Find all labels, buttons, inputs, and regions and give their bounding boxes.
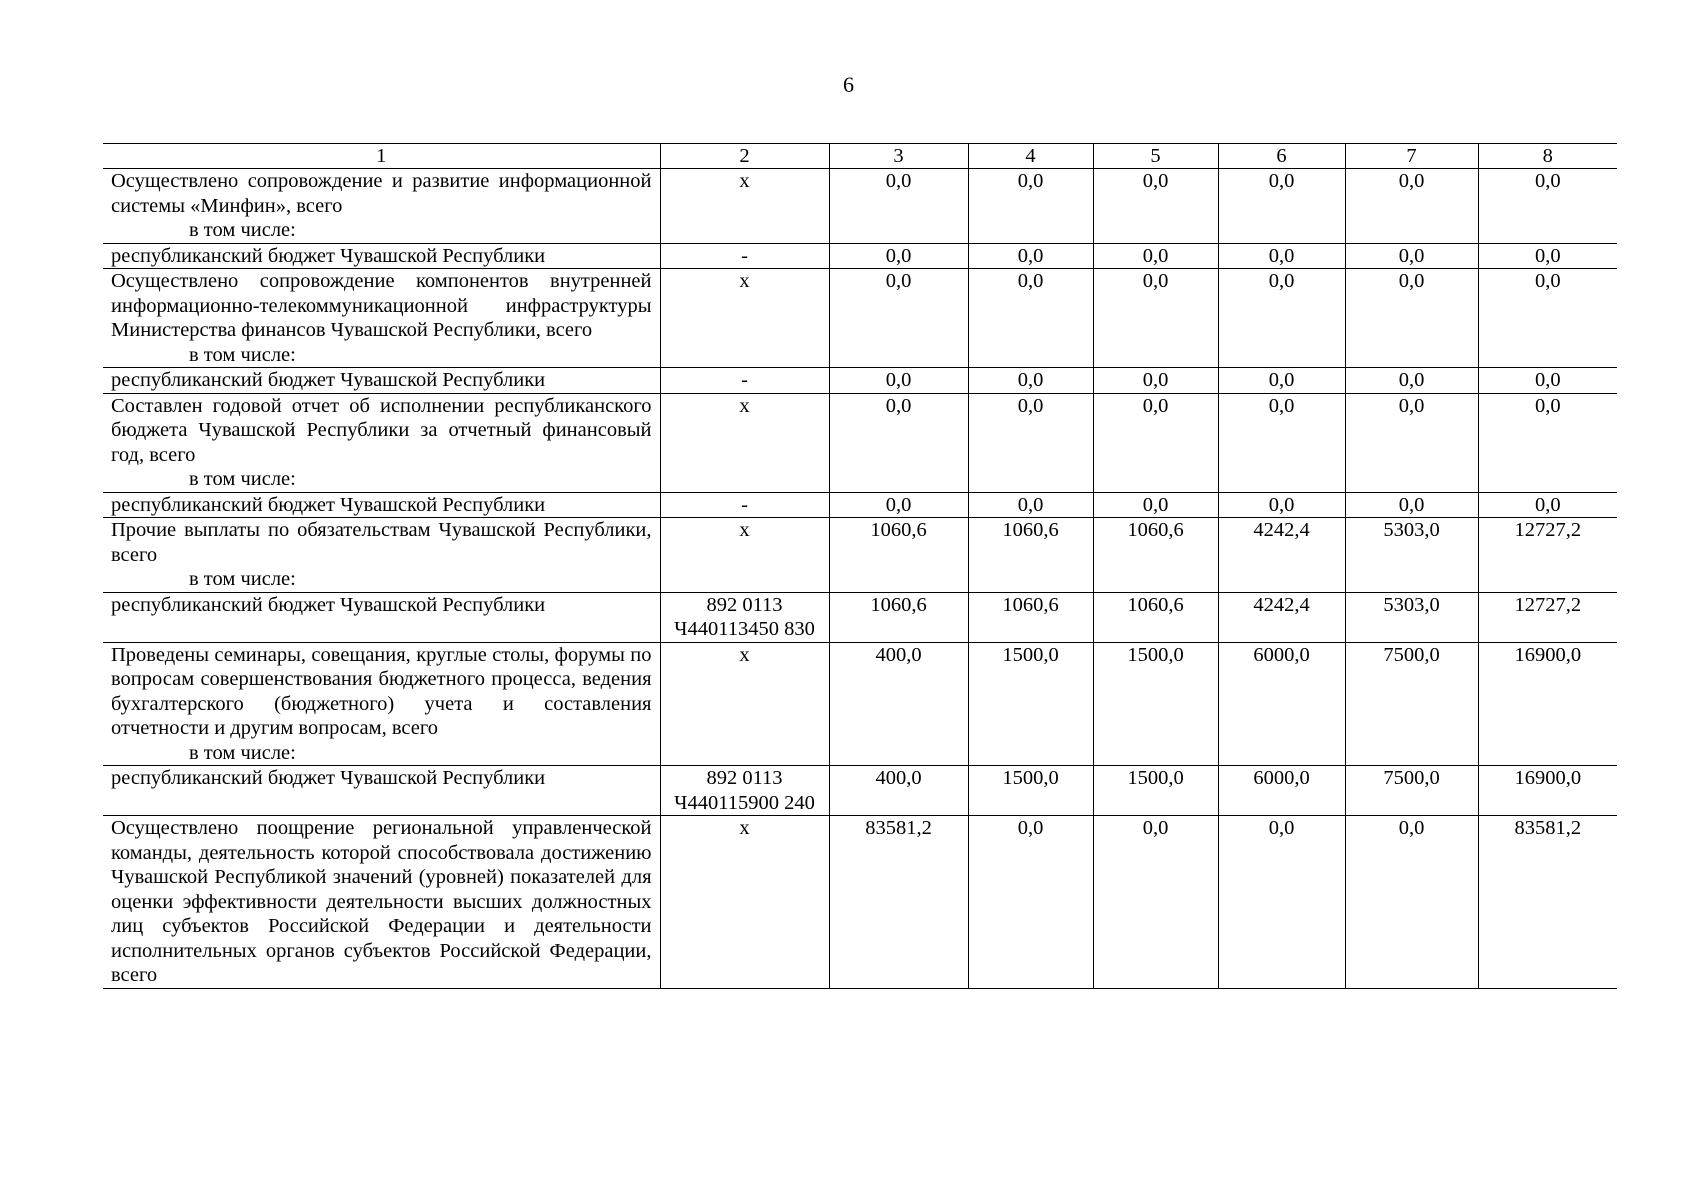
row-name: Осуществлено сопровождение компонентов внутренней информационно-телекоммуникационной инфраструктуры Министерства финансов Чувашской Республики, всего [111,270,652,341]
value-cell: 0,0 [829,368,968,394]
page-number: 6 [843,72,854,97]
budget-code: x [660,642,829,766]
value-cell: 1060,6 [829,518,968,593]
budget-table [103,143,1617,989]
table-row [103,518,1617,593]
value-cell: 83581,2 [829,816,968,989]
row-name: республиканский бюджет Чувашской Республики [111,593,546,616]
value-cell: 0,0 [829,243,968,269]
including-label: в том числе: [189,219,296,241]
value-cell: 0,0 [829,492,968,518]
row-name: республиканский бюджет Чувашской Республики [111,244,546,267]
table-row [103,642,1617,766]
value-cell: 400,0 [829,642,968,766]
value-cell: 1500,0 [968,766,1093,816]
row-name: Проведены семинары, совещания, круглые столы, форумы по вопросам совершенствования бюджетного процесса, ведения бухгалтерского (бюджетного) учета и составления отчетности и другим вопросам, всего [111,643,652,739]
value-cell: 1060,6 [1093,518,1218,593]
table-row [103,169,1617,244]
row-name: Прочие выплаты по обязательствам Чувашской Республики, всего [111,519,652,566]
column-number: 2 [660,144,829,169]
row-name-cell [103,393,660,492]
column-number: 4 [968,144,1093,169]
row-name-cell [103,518,660,593]
value-cell: 1500,0 [1093,642,1218,766]
table-row [103,393,1617,492]
column-number: 1 [103,144,660,169]
row-name-cell [103,243,660,269]
budget-code: x [660,816,829,989]
row-name: Осуществлено сопровождение и развитие информационной системы «Минфин», всего [111,170,652,217]
row-name-cell [103,269,660,368]
row-name: Осуществлено поощрение региональной управленческой команды, деятельность которой способствовала достижению Чувашской Республикой значений (уровней) показателей для оценки эффективности деятельности высших должностных лиц субъектов Российской Федерации и деятельности исполнительных органов субъектов Российской Федерации, всего [111,817,652,986]
column-number: 3 [829,144,968,169]
value-cell: 83581,2 [1478,816,1617,989]
value-cell: 1060,6 [829,592,968,642]
value-cell: 0,0 [968,169,1093,244]
value-cell: 0,0 [829,393,968,492]
value-cell: 0,0 [968,368,1093,394]
value-cell: 0,0 [1345,368,1478,394]
value-cell: 0,0 [1345,243,1478,269]
value-cell: 0,0 [1478,269,1617,368]
table-row [103,368,1617,394]
value-cell: 400,0 [829,766,968,816]
value-cell: 12727,2 [1478,592,1617,642]
row-name-cell [103,368,660,394]
row-name: Составлен годовой отчет об исполнении республиканского бюджета Чувашской Республики за отчетный финансовый год, всего [111,394,652,466]
budget-code: - [660,492,829,518]
column-number: 8 [1478,144,1617,169]
value-cell: 6000,0 [1218,642,1345,766]
including-label: в том числе: [189,568,296,590]
value-cell: 4242,4 [1218,592,1345,642]
row-name-cell [103,766,660,816]
value-cell: 0,0 [1093,269,1218,368]
value-cell: 0,0 [1478,368,1617,394]
including-label: в том числе: [189,468,296,490]
value-cell: 0,0 [1218,169,1345,244]
row-name: республиканский бюджет Чувашской Республики [111,767,546,789]
value-cell: 0,0 [1093,492,1218,518]
table-row [103,492,1617,518]
value-cell: 0,0 [1218,243,1345,269]
value-cell: 0,0 [1218,492,1345,518]
value-cell: 0,0 [1093,816,1218,989]
value-cell: 1060,6 [968,518,1093,593]
value-cell: 0,0 [1345,393,1478,492]
value-cell: 5303,0 [1345,592,1478,642]
including-label: в том числе: [189,741,296,764]
value-cell: 0,0 [1478,169,1617,244]
value-cell: 5303,0 [1345,518,1478,593]
table-row [103,592,1617,642]
value-cell: 0,0 [1218,269,1345,368]
value-cell: 0,0 [1345,169,1478,244]
value-cell: 0,0 [1093,393,1218,492]
value-cell: 0,0 [968,816,1093,989]
value-cell: 7500,0 [1345,766,1478,816]
value-cell: 0,0 [968,393,1093,492]
including-label: в том числе: [189,343,296,366]
column-number-row [103,144,1617,169]
value-cell: 0,0 [1478,393,1617,492]
value-cell: 0,0 [1345,269,1478,368]
table-row [103,269,1617,368]
value-cell: 0,0 [1478,492,1617,518]
value-cell: 0,0 [968,243,1093,269]
value-cell: 0,0 [1345,816,1478,989]
column-number: 6 [1218,144,1345,169]
value-cell: 6000,0 [1218,766,1345,816]
value-cell: 0,0 [1345,492,1478,518]
row-name-cell [103,592,660,642]
budget-code: - [660,243,829,269]
value-cell: 1060,6 [1093,592,1218,642]
value-cell: 16900,0 [1478,642,1617,766]
column-number: 7 [1345,144,1478,169]
table-row [103,766,1617,816]
value-cell: 0,0 [968,492,1093,518]
value-cell: 0,0 [1093,243,1218,269]
budget-code: x [660,269,829,368]
row-name: республиканский бюджет Чувашской Республики [111,493,546,516]
row-name-cell [103,642,660,766]
row-name: республиканский бюджет Чувашской Республики [111,369,546,391]
budget-code: x [660,518,829,593]
value-cell: 0,0 [1093,169,1218,244]
budget-code: x [660,169,829,244]
budget-code: 892 0113 Ч440113450 830 [660,592,829,642]
value-cell: 0,0 [1478,243,1617,269]
value-cell: 12727,2 [1478,518,1617,593]
value-cell: 1500,0 [968,642,1093,766]
value-cell: 1500,0 [1093,766,1218,816]
value-cell: 0,0 [829,269,968,368]
value-cell: 7500,0 [1345,642,1478,766]
table-row [103,243,1617,269]
budget-code: 892 0113 Ч440115900 240 [660,766,829,816]
value-cell: 1060,6 [968,592,1093,642]
table-row [103,816,1617,989]
row-name-cell [103,169,660,244]
budget-code: x [660,393,829,492]
column-number: 5 [1093,144,1218,169]
value-cell: 0,0 [1218,393,1345,492]
value-cell: 16900,0 [1478,766,1617,816]
row-name-cell [103,492,660,518]
budget-code: - [660,368,829,394]
row-name-cell [103,816,660,989]
value-cell: 0,0 [829,169,968,244]
value-cell: 0,0 [1218,816,1345,989]
value-cell: 0,0 [1093,368,1218,394]
value-cell: 0,0 [1218,368,1345,394]
value-cell: 4242,4 [1218,518,1345,593]
value-cell: 0,0 [968,269,1093,368]
